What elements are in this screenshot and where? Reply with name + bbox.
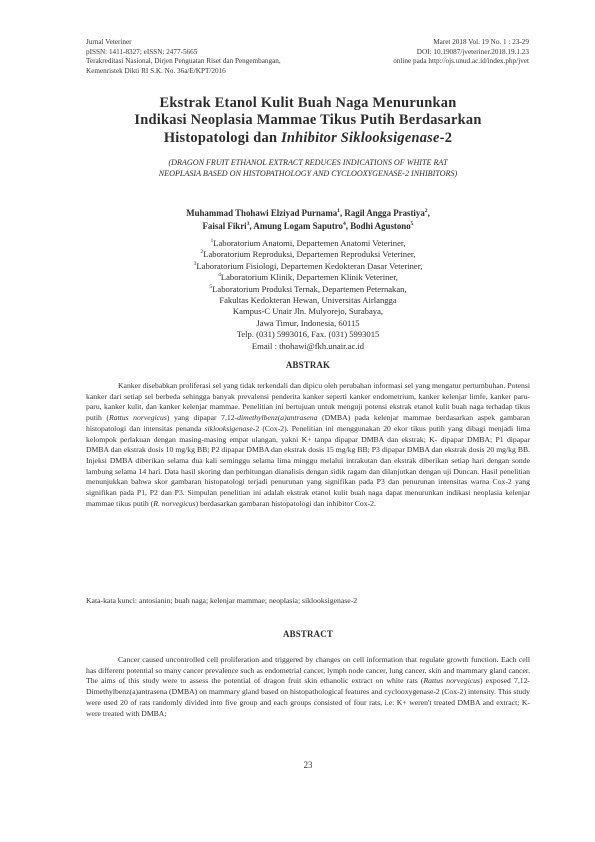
compound-name: dimethylbenz(a)antrasena bbox=[237, 413, 318, 423]
doi-line: DOI: 10.19087/jveteriner.2018.19.1.23 bbox=[416, 47, 529, 56]
affil-mark: 2 bbox=[200, 249, 204, 256]
abstract-text-a: Cancer caused uncontrolled cell proliferation and triggered by changes on cell information that regulate growth function. Each cell has different potential so many cancer prevalence such as endometrial cancer, lymph node cancer, lung cancer, skin and mammary gland cancer. The aims of this study were to assess the potential of dragon fruit skin ethanolic extract on white rats ( bbox=[86, 655, 530, 686]
affiliation-line bbox=[86, 261, 530, 272]
affil-text: Laboratorium Klinik, Departemen Klinik Veteriner, bbox=[220, 272, 398, 283]
title-line-3-plain: Histopatologi dan bbox=[163, 129, 282, 146]
keywords-text: antosianin; buah naga; kelenjar mammae; neoplasia; siklooksigenase-2 bbox=[137, 596, 358, 605]
abstrak-text-e: ) berdasarkan gambaran histopatologi dan inhibitor Cox-2. bbox=[195, 498, 376, 508]
author-name: Faisal Fikri bbox=[202, 220, 247, 231]
english-title-line-1: (DRAGON FRUIT ETHANOL EXTRACT REDUCES INDICATIONS OF WHITE RAT bbox=[168, 158, 448, 167]
enzyme-name: siklooksigenase bbox=[204, 423, 253, 433]
title-line-3-suffix: -2 bbox=[439, 129, 453, 146]
author-name: Muhammad Thohawi Elziyad Purnama bbox=[186, 208, 338, 218]
species-abbrev: R. norvegicus bbox=[153, 498, 196, 508]
author-name: Ragil Angga Prastiya bbox=[344, 208, 425, 218]
abstract-heading: ABSTRACT bbox=[283, 629, 333, 639]
affiliation-line bbox=[86, 284, 530, 295]
online-url[interactable]: online pada http://ojs.unud.ac.id/index.php/jvet bbox=[393, 57, 529, 66]
accreditation-sk: Kemenristek Dikti RI S.K. No. 36a/E/KPT/2016 bbox=[86, 66, 226, 75]
abstrak-text-b: ) yang dipapar 7,12- bbox=[166, 413, 238, 423]
keywords bbox=[86, 596, 530, 607]
affil-text: Laboratorium Anatomi, Departemen Anatomi Veteriner, bbox=[213, 238, 406, 248]
author-line-1 bbox=[86, 207, 530, 220]
abstract-text-b: ) exposed 7,12-Dimethylbenz(a)antrasena (DMBA) on mammary gland based on histopathological features and cyclooxygenase-2 (Cox-2) intensity. This study were used 20 of rats randomly divided into five group and each groups consisted of four rats, i.e: K+ weren't treated DMBA and extract; K- were treated with DMBA; bbox=[86, 676, 530, 718]
page-number: 23 bbox=[303, 760, 313, 770]
faculty-line: Fakultas Kedokteran Hewan, Universitas Airlangga bbox=[219, 295, 397, 306]
affiliation-line bbox=[86, 272, 530, 283]
title-line-2: Indikasi Neoplasia Mammae Tikus Putih Berdasarkan bbox=[134, 112, 482, 129]
affil-mark: 5 bbox=[209, 283, 213, 290]
title-line-3 bbox=[86, 130, 530, 147]
author-name: Bodhi Agustono bbox=[350, 220, 411, 231]
affil-mark: 1 bbox=[210, 238, 214, 245]
abstract-paragraph bbox=[86, 655, 530, 719]
abstrak-text-c: (DMBA) pada kelenjar mammae berdasarkan aspek gambaran histopatologi dan intensitas penanda bbox=[86, 413, 530, 433]
affiliation-line bbox=[86, 249, 530, 260]
affil-text: Laboratorium Fisiologi, Departemen Kedokteran Dasar Veteriner, bbox=[196, 260, 423, 271]
title-line-1: Ekstrak Etanol Kulit Buah Naga Menurunkan bbox=[159, 95, 457, 111]
abstrak-text-d: -2 (Cox-2). Penelitian ini menggunakan 20 ekor tikus putih yang dibagi menjadi lima kelompok perlakuan dengan masing-masing empat ulangan, yakni K+ tanpa dipapar DMBA dan ekstrak; K- dipapar DMBA; P1 dipapar DMBA dan ekstrak dosis 10 mg/kg BB; P2 dipapar DMBA dan ekstrak dosis 15 mg/kg BB; P3 dipapar DMBA dan ekstrak dosis 20 mg/kg BB. Injeksi DMBA diberikan selama dua kali seminggu selama lima minggu melalui intrakutan dan ekstrak diberikan setiap hari dengan sonde lambung selama 14 hari. Data hasil skoring dan perhitungan dianalisis dengan sidik ragam dan dilanjutkan dengan uji Duncan. Hasil penelitian menunjukkan bahwa skor gambaran histopatologi terjadi penurunan yang signifikan pada P3 dan penurunan intensitas warna Cox-2 yang signifikan pada P1, P2 dan P3. Simpulan penelitian ini adalah ekstrak etanol kulit buah naga dapat menurunkan indikasi neoplasia kelenjar mammae tikus putih ( bbox=[86, 423, 530, 508]
author-separator: , bbox=[345, 220, 351, 231]
journal-name: Jurnal Veteriner bbox=[86, 38, 132, 46]
author-name: Amung Logam Saputro bbox=[253, 220, 343, 231]
species-name: Rattus norvegicus bbox=[108, 413, 167, 423]
keywords-label: Kata-kata kunci: bbox=[86, 596, 138, 605]
affil-mark: 4 bbox=[218, 272, 221, 279]
affiliation-line bbox=[86, 238, 530, 249]
title-line-3-italic: Inhibitor Siklooksigenase bbox=[281, 129, 440, 146]
abstrak-heading: ABSTRAK bbox=[285, 360, 331, 370]
english-title bbox=[86, 157, 530, 179]
issue-info: Maret 2018 Vol. 19 No. 1 : 23-29 bbox=[433, 38, 529, 46]
english-title-line-2: NEOPLASIA BASED ON HISTOPATHOLOGY AND CYCLOOXYGENASE-2 INHIBITORS) bbox=[158, 169, 458, 179]
author-separator: , bbox=[339, 208, 345, 218]
email-line[interactable]: Email : thohawi@fkh.unair.ac.id bbox=[251, 340, 365, 351]
author-affil-mark: 1 bbox=[337, 208, 340, 215]
author-line-2 bbox=[86, 220, 530, 233]
running-header-right bbox=[289, 38, 529, 67]
abstrak-paragraph bbox=[86, 381, 530, 509]
author-list bbox=[86, 207, 530, 232]
phone-fax-line: Telp. (031) 5993016, Fax. (031) 5993015 bbox=[236, 329, 380, 340]
species-name: Rattus norvegicus bbox=[423, 676, 480, 686]
author-separator: , bbox=[249, 220, 254, 231]
author-affil-mark: 2 bbox=[424, 208, 428, 215]
abstrak-text-a: Kanker disebabkan proliferasi sel yang tidak terkendali dan dipicu oleh perubahan informasi sel yang mengatur pertumbuhan. Potensi kanker dari setiap sel berbeda sehingga banyak prevalensi penderita kanker seperti kanker endometrium, kanker kelenjar limfe, kanker paru-paru, kanker kulit, dan kanker kelenjar mammae. Penelitian ini bertujuan untuk menguji potensi ekstrak etanol kulit buah naga terhadap tikus putih ( bbox=[86, 381, 530, 423]
affil-mark: 3 bbox=[193, 260, 197, 267]
article-title bbox=[86, 95, 530, 147]
campus-line: Kampus-C Unair Jln. Mulyorejo, Surabaya, bbox=[232, 306, 384, 317]
affil-text: Laboratorium Produksi Ternak, Departemen Peternakan, bbox=[212, 283, 407, 294]
author-separator: , bbox=[427, 208, 430, 218]
affiliations bbox=[86, 238, 530, 352]
author-affil-mark: 5 bbox=[410, 220, 414, 227]
author-affil-mark: 3 bbox=[246, 220, 250, 227]
issn-line: pISSN: 1411-8327; eISSN: 2477-5665 bbox=[86, 47, 198, 56]
affil-text: Laboratorium Reproduksi, Departemen Reproduksi Veteriner, bbox=[203, 249, 416, 260]
author-affil-mark: 4 bbox=[343, 220, 346, 227]
accreditation-line: Terakreditasi Nasional, Dirjen Penguatan Riset dan Pengembangan, bbox=[86, 57, 281, 66]
province-line: Jawa Timur, Indonesia, 60115 bbox=[256, 317, 360, 328]
